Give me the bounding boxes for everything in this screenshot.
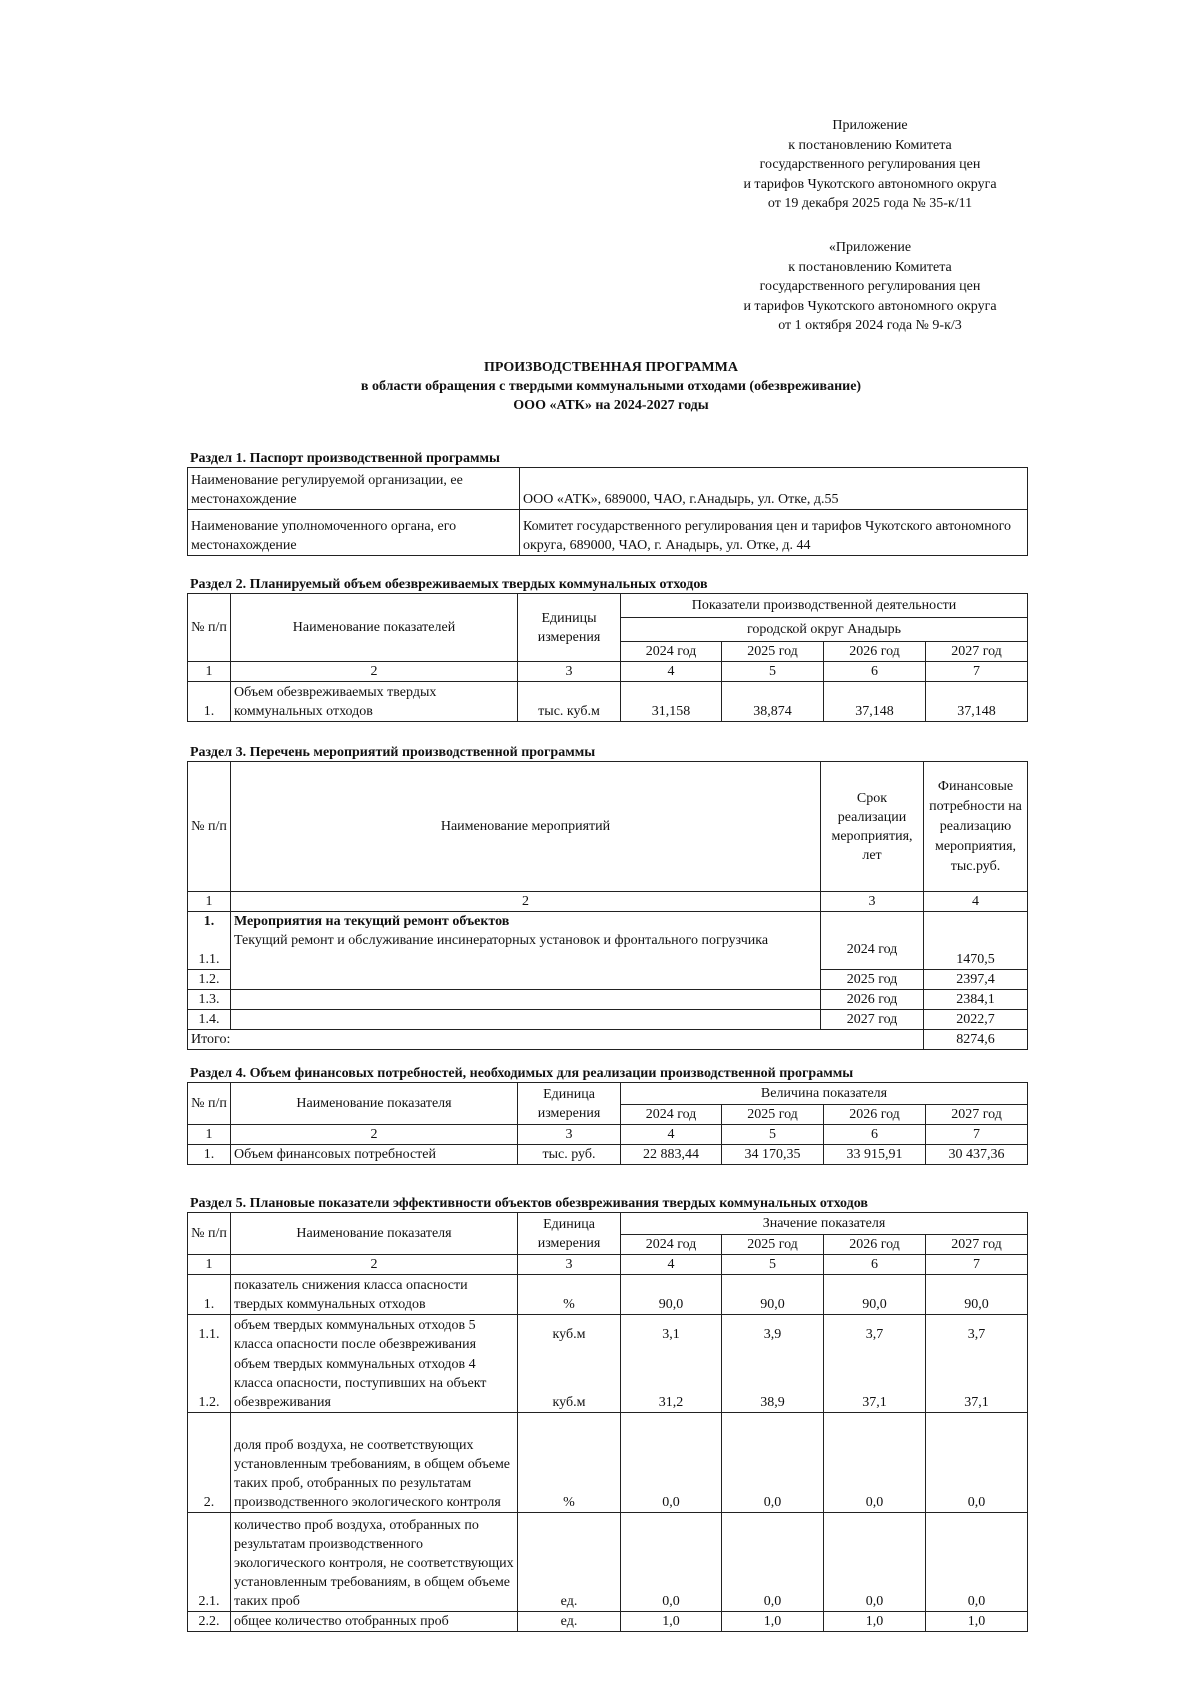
total-label: Итого:	[188, 1029, 924, 1049]
total-row	[188, 1029, 1028, 1049]
header-group: Показатели производственной деятельности	[621, 594, 1028, 618]
empty-cell	[821, 912, 924, 932]
row-value: 0,0	[621, 1413, 722, 1513]
header-year: 2025 год	[722, 642, 824, 662]
col-number: 3	[518, 1255, 621, 1275]
row-value: 0,0	[722, 1413, 824, 1513]
empty-cell	[231, 989, 821, 1009]
header-year: 2025 год	[722, 1105, 824, 1125]
row-unit: ед.	[518, 1513, 621, 1612]
row-num: 1.2.	[188, 1355, 231, 1413]
group-name: Мероприятия на текущий ремонт объектов	[231, 912, 821, 932]
col-number: 3	[821, 892, 924, 912]
appendix-line: Приложение	[832, 118, 908, 133]
header-subgroup: городской округ Анадырь	[621, 618, 1028, 642]
col-number: 1	[188, 1125, 231, 1145]
col-number: 3	[518, 662, 621, 682]
table-row	[188, 762, 1028, 892]
table-row	[188, 931, 1028, 969]
row-unit: ед.	[518, 1612, 621, 1632]
row-value: 0,0	[824, 1513, 926, 1612]
table-row	[188, 1083, 1028, 1105]
row-amount: 1470,5	[924, 931, 1028, 969]
title-line-3: ООО «АТК» на 2024-2027 годы	[513, 398, 709, 413]
section1-value: ООО «АТК», 689000, ЧАО, г.Анадырь, ул. Отке, д.55	[520, 468, 1028, 510]
table-row	[188, 912, 1028, 932]
header-num: № п/п	[188, 594, 231, 662]
row-unit: %	[518, 1413, 621, 1513]
row-num: 1.4.	[188, 1009, 231, 1029]
col-number: 7	[926, 1125, 1028, 1145]
row-name: Объем финансовых потребностей	[231, 1145, 518, 1165]
header-num: № п/п	[188, 1213, 231, 1255]
row-value: 37,1	[824, 1355, 926, 1413]
col-number: 4	[621, 1125, 722, 1145]
row-num: 1.2.	[188, 969, 231, 989]
section4-title: Раздел 4. Объем финансовых потребностей, необходимых для реализации производственной программы	[190, 1066, 854, 1081]
header-name: Наименование показателя	[231, 1083, 518, 1125]
row-unit: тыс. куб.м	[518, 682, 621, 722]
header-year: 2024 год	[621, 1235, 722, 1255]
appendix-current	[720, 116, 1020, 214]
row-value: 34 170,35	[722, 1145, 824, 1165]
header-name: Наименование показателя	[231, 1213, 518, 1255]
header-year: 2025 год	[722, 1235, 824, 1255]
table-row	[188, 1413, 1028, 1513]
title-line-2: в области обращения с твердыми коммунальными отходами (обезвреживание)	[360, 379, 862, 394]
row-num: 1.3.	[188, 989, 231, 1009]
header-year: 2027 год	[926, 1235, 1028, 1255]
header-unit: Единицы измерения	[518, 594, 621, 662]
row-unit: тыс. руб.	[518, 1145, 621, 1165]
row-num: 2.2.	[188, 1612, 231, 1632]
row-unit: куб.м	[518, 1315, 621, 1355]
row-value: 38,874	[722, 682, 824, 722]
header-unit: Единица измерения	[518, 1213, 621, 1255]
row-value: 90,0	[824, 1275, 926, 1315]
col-number: 4	[621, 662, 722, 682]
row-name: объем твердых коммунальных отходов 5 класса опасности после обезвреживания	[231, 1315, 518, 1355]
row-value: 90,0	[722, 1275, 824, 1315]
table-row	[188, 594, 1028, 618]
row-value: 3,7	[824, 1315, 926, 1355]
table-row	[188, 989, 1028, 1009]
col-number: 3	[518, 1125, 621, 1145]
appendix-original	[720, 238, 1020, 336]
section2-title: Раздел 2. Планируемый объем обезвреживаемых твердых коммунальных отходов	[190, 577, 708, 592]
row-term: 2024 год	[821, 931, 924, 969]
section1-label: Наименование регулируемой организации, ее местонахождение	[188, 468, 520, 510]
appendix-line: от 1 октября 2024 года № 9-к/3	[778, 318, 962, 333]
section1-table	[187, 467, 1028, 556]
col-number: 2	[231, 1255, 518, 1275]
row-value: 31,158	[621, 682, 722, 722]
row-value: 30 437,36	[926, 1145, 1028, 1165]
appendix-line: государственного регулирования цен	[759, 157, 981, 172]
col-number: 1	[188, 892, 231, 912]
row-name: показатель снижения класса опасности твердых коммунальных отходов	[231, 1275, 518, 1315]
row-value: 1,0	[621, 1612, 722, 1632]
header-year: 2027 год	[926, 642, 1028, 662]
table-row	[188, 1355, 1028, 1413]
row-name: доля проб воздуха, не соответствующих установленным требованиям, в общем объеме таких проб, отобранных по результатам производственного экологического контроля	[231, 1413, 518, 1513]
col-number: 5	[722, 1125, 824, 1145]
column-numbers-row	[188, 1255, 1028, 1275]
col-number: 7	[926, 1255, 1028, 1275]
appendix-line: и тарифов Чукотского автономного округа	[743, 176, 997, 192]
header-unit: Единица измерения	[518, 1083, 621, 1125]
header-finance: Финансовые потребности на реализацию мероприятия, тыс.руб.	[924, 762, 1028, 892]
row-value: 0,0	[926, 1513, 1028, 1612]
header-term: Срок реализации мероприятия, лет	[821, 762, 924, 892]
section1-label: Наименование уполномоченного органа, его местонахождение	[188, 510, 520, 556]
row-name: количество проб воздуха, отобранных по результатам производственного экологического контроля, не соответствующих установленным требованиям, в общем объеме таких проб	[231, 1513, 518, 1612]
header-year: 2024 год	[621, 1105, 722, 1125]
table-row	[188, 510, 1028, 556]
row-value: 3,7	[926, 1315, 1028, 1355]
col-number: 4	[924, 892, 1028, 912]
col-number: 6	[824, 1125, 926, 1145]
row-value: 38,9	[722, 1355, 824, 1413]
header-num: № п/п	[188, 1083, 231, 1125]
col-number: 1	[188, 1255, 231, 1275]
row-name: объем твердых коммунальных отходов 4 класса опасности, поступивших на объект обезвреживания	[231, 1355, 518, 1413]
column-numbers-row	[188, 892, 1028, 912]
appendix-line: к постановлению Комитета	[788, 137, 952, 153]
row-value: 0,0	[926, 1413, 1028, 1513]
header-name: Наименование мероприятий	[231, 762, 821, 892]
appendix-line: к постановлению Комитета	[788, 259, 952, 275]
row-value: 3,9	[722, 1315, 824, 1355]
group-num: 1.	[188, 912, 231, 932]
col-number: 2	[231, 892, 821, 912]
empty-cell	[231, 1009, 821, 1029]
section1-title: Раздел 1. Паспорт производственной программы	[190, 451, 500, 466]
header-year: 2024 год	[621, 642, 722, 662]
header-year: 2026 год	[824, 1105, 926, 1125]
section5-table	[187, 1212, 1028, 1632]
table-row	[188, 1612, 1028, 1632]
table-row	[188, 468, 1028, 510]
table-row	[188, 1213, 1028, 1235]
row-value: 90,0	[621, 1275, 722, 1315]
col-number: 6	[824, 662, 926, 682]
col-number: 5	[722, 1255, 824, 1275]
row-value: 33 915,91	[824, 1145, 926, 1165]
header-name: Наименование показателей	[231, 594, 518, 662]
row-name: Объем обезвреживаемых твердых коммунальных отходов	[231, 682, 518, 722]
col-number: 4	[621, 1255, 722, 1275]
header-year: 2027 год	[926, 1105, 1028, 1125]
col-number: 1	[188, 662, 231, 682]
appendix-line: от 19 декабря 2025 года № 35-к/11	[767, 196, 973, 211]
column-numbers-row	[188, 1125, 1028, 1145]
appendix-line: и тарифов Чукотского автономного округа	[743, 298, 997, 314]
row-value: 1,0	[722, 1612, 824, 1632]
header-year: 2026 год	[824, 642, 926, 662]
row-value: 1,0	[926, 1612, 1028, 1632]
table-row	[188, 1275, 1028, 1315]
document-title	[190, 358, 1032, 415]
table-row	[188, 682, 1028, 722]
section5-title: Раздел 5. Плановые показатели эффективности объектов обезвреживания твердых коммунальных отходов	[190, 1196, 868, 1211]
item-name: Текущий ремонт и обслуживание инсинераторных установок и фронтального погрузчика	[231, 931, 821, 989]
row-value: 3,1	[621, 1315, 722, 1355]
section2-table	[187, 593, 1028, 722]
col-number: 2	[231, 662, 518, 682]
appendix-line: государственного регулирования цен	[759, 279, 981, 294]
row-name: общее количество отобранных проб	[231, 1612, 518, 1632]
title-line-1: ПРОИЗВОДСТВЕННАЯ ПРОГРАММА	[484, 360, 738, 375]
row-num: 2.1.	[188, 1513, 231, 1612]
row-num: 1.	[188, 682, 231, 722]
header-year: 2026 год	[824, 1235, 926, 1255]
col-number: 6	[824, 1255, 926, 1275]
row-amount: 2384,1	[924, 989, 1028, 1009]
header-num: № п/п	[188, 762, 231, 892]
section3-table	[187, 761, 1028, 1050]
row-value: 37,1	[926, 1355, 1028, 1413]
column-numbers-row	[188, 662, 1028, 682]
table-row	[188, 1145, 1028, 1165]
header-group: Величина показателя	[621, 1083, 1028, 1105]
header-group: Значение показателя	[621, 1213, 1028, 1235]
row-num: 2.	[188, 1413, 231, 1513]
row-amount: 2397,4	[924, 969, 1028, 989]
row-term: 2026 год	[821, 989, 924, 1009]
row-value: 0,0	[722, 1513, 824, 1612]
col-number: 7	[926, 662, 1028, 682]
row-term: 2025 год	[821, 969, 924, 989]
row-unit: %	[518, 1275, 621, 1315]
empty-cell	[924, 912, 1028, 932]
row-unit: куб.м	[518, 1355, 621, 1413]
col-number: 5	[722, 662, 824, 682]
row-term: 2027 год	[821, 1009, 924, 1029]
table-row	[188, 1009, 1028, 1029]
table-row	[188, 1513, 1028, 1612]
table-row	[188, 1315, 1028, 1355]
col-number: 2	[231, 1125, 518, 1145]
row-amount: 2022,7	[924, 1009, 1028, 1029]
row-num: 1.	[188, 1275, 231, 1315]
row-value: 31,2	[621, 1355, 722, 1413]
row-value: 37,148	[824, 682, 926, 722]
row-value: 90,0	[926, 1275, 1028, 1315]
total-amount: 8274,6	[924, 1029, 1028, 1049]
row-value: 22 883,44	[621, 1145, 722, 1165]
row-value: 0,0	[824, 1413, 926, 1513]
row-num: 1.1.	[188, 931, 231, 969]
row-num: 1.1.	[188, 1315, 231, 1355]
appendix-line: «Приложение	[828, 240, 912, 255]
row-value: 37,148	[926, 682, 1028, 722]
section1-value: Комитет государственного регулирования цен и тарифов Чукотского автономного округа, 689000, ЧАО, г. Анадырь, ул. Отке, д. 44	[520, 510, 1028, 556]
section4-table	[187, 1082, 1028, 1165]
row-value: 0,0	[621, 1513, 722, 1612]
section3-title: Раздел 3. Перечень мероприятий производственной программы	[190, 745, 596, 760]
row-num: 1.	[188, 1145, 231, 1165]
row-value: 1,0	[824, 1612, 926, 1632]
